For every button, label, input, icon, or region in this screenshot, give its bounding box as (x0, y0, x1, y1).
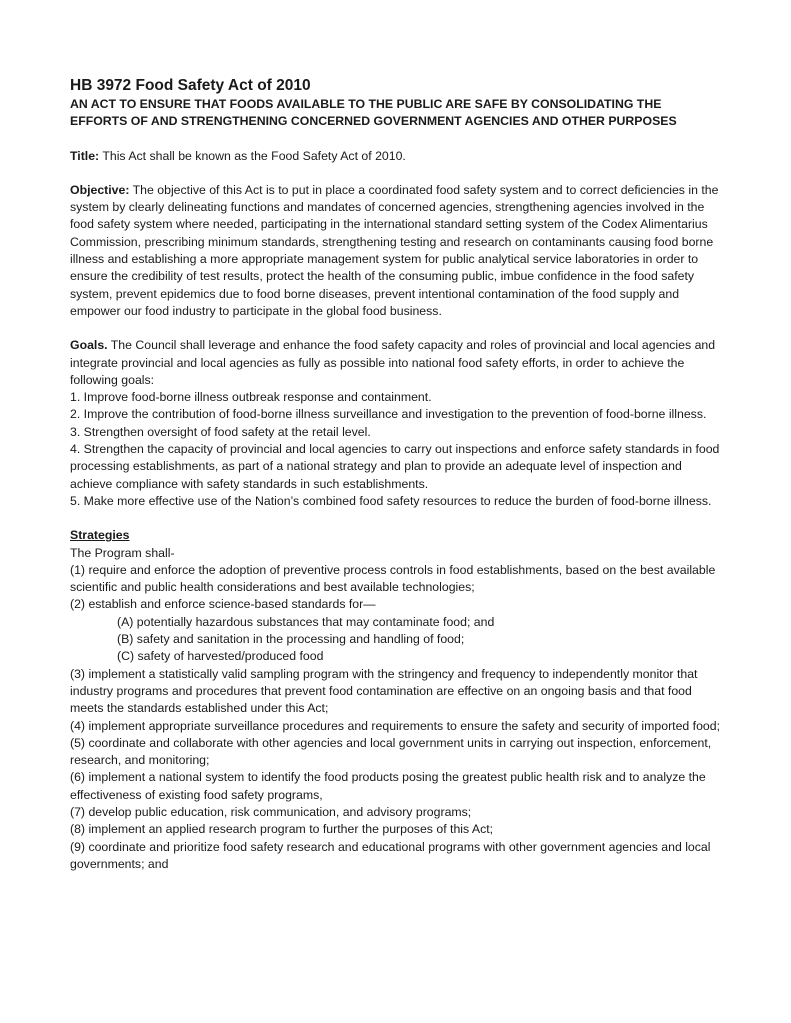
goals-label: Goals. (70, 338, 108, 353)
objective-label: Objective: (70, 182, 130, 197)
objective-section (70, 182, 722, 320)
strategies-intro: The Program shall- (70, 545, 175, 560)
title-text: This Act shall be known as the Food Safety Act of 2010. (99, 148, 406, 163)
strategy-item: (3) implement a statistically valid sampling program with the stringency and frequency to independently monitor that industry programs and procedures that prevent food contamination are effective on an ongoing basis and that food meets the standards established under this Act; (70, 666, 698, 716)
goals-section (70, 337, 722, 510)
strategy-item: (8) implement an applied research program to further the purposes of this Act; (70, 822, 494, 837)
title-label: Title: (70, 148, 100, 163)
goal-item: 3. Strengthen oversight of food safety at the retail level. (70, 424, 371, 439)
strategy-subitem: (B) safety and sanitation in the processing and handling of food; (117, 632, 465, 647)
goals-intro-text: The Council shall leverage and enhance the food safety capacity and roles of provincial and local agencies and integrate provincial and local agencies as fully as possible into national food safety efforts, in order to achieve the following goals: (70, 338, 716, 387)
strategy-item: (4) implement appropriate surveillance procedures and requirements to ensure the safety and security of imported food; (70, 718, 721, 733)
goal-item: 4. Strengthen the capacity of provincial and local agencies to carry out inspections and enforce safety standards in food processing establishments, as part of a national strategy and plan to provide an adequate level of inspection and achieve compliance with safety standards in such establishments. (70, 442, 720, 491)
document-subtitle: AN ACT TO ENSURE THAT FOODS AVAILABLE TO THE PUBLIC ARE SAFE BY CONSOLIDATING THE EFFORTS OF AND STRENGTHENING CONCERNED GOVERNMENT AGENCIES AND OTHER PURPOSES (70, 97, 677, 129)
title-section (70, 148, 722, 165)
document-page (70, 76, 722, 873)
strategy-item: (5) coordinate and collaborate with other agencies and local government units in carrying out inspection, enforcement, research, and monitoring; (70, 735, 712, 768)
strategy-item: (9) coordinate and prioritize food safety research and educational programs with other government agencies and local governments; and (70, 839, 711, 871)
goal-item: 2. Improve the contribution of food-borne illness surveillance and investigation to the prevention of food-borne illness. (70, 407, 707, 422)
objective-text: The objective of this Act is to put in place a coordinated food safety system and to correct deficiencies in the system by clearly delineating functions and mandates of concerned agencies, strengthening agencies involved in the food safety system where needed, participating in the international standard setting system of the Codex Alimentarius Commission, prescribing minimum standards, strengthening testing and research on contaminants causing food borne illness and establishing a more appropriate management system for public analytical service laboratories in order to ensure the credibility of test results, protect the health of the consuming public, imbue confidence in the food safety system, prevent epidemics due to food borne diseases, prevent intentional contamination of the food supply and empower our food industry to participate in the global food business. (70, 182, 719, 318)
strategies-heading: Strategies (70, 528, 130, 543)
strategy-item: (6) implement a national system to identify the food products posing the greatest public health risk and to analyze the effectiveness of existing food safety programs, (70, 770, 706, 802)
goals-intro (70, 337, 722, 389)
strategy-subitem: (A) potentially hazardous substances that may contaminate food; and (117, 614, 495, 629)
strategy-item: (7) develop public education, risk communication, and advisory programs; (70, 804, 472, 819)
document-title: HB 3972 Food Safety Act of 2010 (70, 77, 311, 94)
strategies-section (70, 527, 722, 873)
goal-item: 1. Improve food-borne illness outbreak response and containment. (70, 390, 432, 405)
strategy-item: (1) require and enforce the adoption of preventive process controls in food establishments, based on the best available scientific and public health considerations and best available technologies; (70, 562, 716, 595)
goal-item: 5. Make more effective use of the Nation’s combined food safety resources to reduce the burden of food-borne illness. (70, 493, 712, 508)
strategy-subitem: (C) safety of harvested/produced food (117, 649, 324, 664)
strategy-item: (2) establish and enforce science-based standards for— (70, 597, 376, 612)
